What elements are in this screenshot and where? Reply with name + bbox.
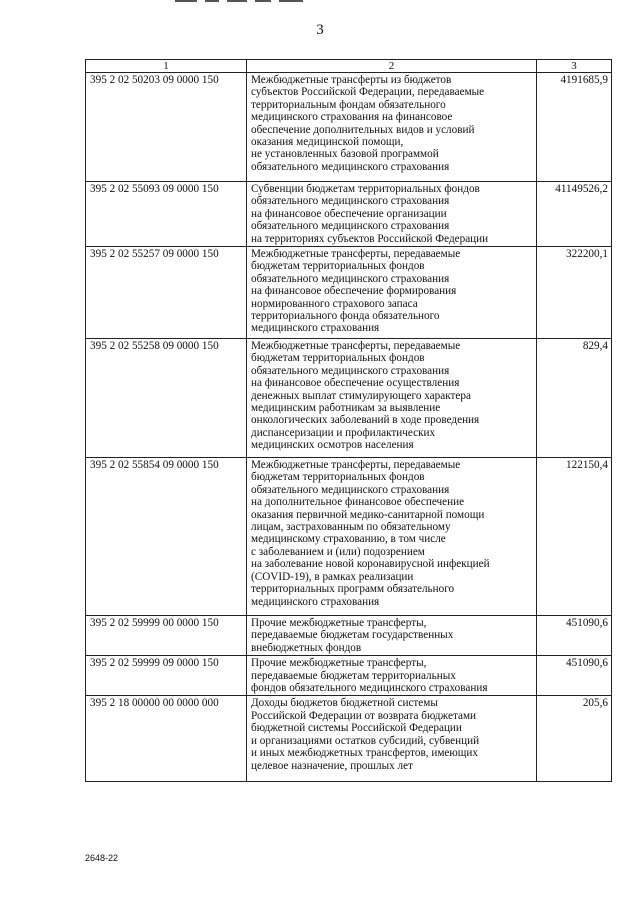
classification-code: 395 2 02 55258 09 0000 150 xyxy=(86,339,247,458)
scan-edge-marks xyxy=(175,0,305,4)
revenue-amount: 122150,4 xyxy=(537,458,612,616)
table-header-row xyxy=(86,60,612,73)
revenue-description: Прочие межбюджетные трансферты, передаваемые бюджетам государственных внебюджетных фондов xyxy=(247,616,537,656)
table-row xyxy=(86,247,612,339)
revenue-description: Межбюджетные трансферты из бюджетов субъектов Российской Федерации, передаваемые территориальным фондам обязательного медицинского страхования на финансовое обеспечение дополнительных видов и условий оказания медицинской помощи, не установленных базовой программой обязательного медицинского страхования xyxy=(247,73,537,182)
revenue-amount: 451090,6 xyxy=(537,616,612,656)
classification-code: 395 2 02 55854 09 0000 150 xyxy=(86,458,247,616)
classification-code: 395 2 18 00000 00 0000 000 xyxy=(86,696,247,782)
classification-code: 395 2 02 59999 09 0000 150 xyxy=(86,656,247,696)
budget-revenue-table xyxy=(85,59,612,782)
classification-code: 395 2 02 55257 09 0000 150 xyxy=(86,247,247,339)
classification-code: 395 2 02 50203 09 0000 150 xyxy=(86,73,247,182)
revenue-description: Прочие межбюджетные трансферты, передаваемые бюджетам территориальных фондов обязательного медицинского страхования xyxy=(247,656,537,696)
revenue-description: Межбюджетные трансферты, передаваемые бюджетам территориальных фондов обязательного медицинского страхования на дополнительное финансовое обеспечение оказания первичной медико-санитарной помощи лицам, застрахованным по обязательному медицинскому страхованию, в том числе с заболеванием и (или) подозрением на заболевание новой коронавирусной инфекцией (COVID-19), в рамках реализации территориальных программ обязательного медицинского страхования xyxy=(247,458,537,616)
column-header: 1 xyxy=(86,60,247,73)
table-row xyxy=(86,73,612,182)
table-row xyxy=(86,616,612,656)
revenue-amount: 41149526,2 xyxy=(537,182,612,247)
table-row xyxy=(86,696,612,782)
table-row xyxy=(86,339,612,458)
document-footer-code: 2648-22 xyxy=(85,853,119,863)
revenue-description: Доходы бюджетов бюджетной системы Российской Федерации от возврата бюджетами бюджетной системы Российской Федерации и организациями остатков субсидий, субвенций и иных межбюджетных трансфертов, имеющих целевое назначение, прошлых лет xyxy=(247,696,537,782)
revenue-description: Субвенции бюджетам территориальных фондов обязательного медицинского страхования на финансовое обеспечение организации обязательного медицинского страхования на территориях субъектов Российской Федерации xyxy=(247,182,537,247)
column-header: 2 xyxy=(247,60,537,73)
revenue-amount: 829,4 xyxy=(537,339,612,458)
revenue-description: Межбюджетные трансферты, передаваемые бюджетам территориальных фондов обязательного медицинского страхования на финансовое обеспечение формирования нормированного страхового запаса территориального фонда обязательного медицинского страхования xyxy=(247,247,537,339)
column-header: 3 xyxy=(537,60,612,73)
revenue-amount: 322200,1 xyxy=(537,247,612,339)
revenue-amount: 205,6 xyxy=(537,696,612,782)
page-number: 3 xyxy=(316,22,324,38)
revenue-amount: 451090,6 xyxy=(537,656,612,696)
table-row xyxy=(86,656,612,696)
table-row xyxy=(86,182,612,247)
table-row xyxy=(86,458,612,616)
classification-code: 395 2 02 55093 09 0000 150 xyxy=(86,182,247,247)
revenue-description: Межбюджетные трансферты, передаваемые бюджетам территориальных фондов обязательного медицинского страхования на финансовое обеспечение осуществления денежных выплат стимулирующего характера медицинским работникам за выявление онкологических заболеваний в ходе проведения диспансеризации и профилактических медицинских осмотров населения xyxy=(247,339,537,458)
classification-code: 395 2 02 59999 00 0000 150 xyxy=(86,616,247,656)
revenue-amount: 4191685,9 xyxy=(537,73,612,182)
